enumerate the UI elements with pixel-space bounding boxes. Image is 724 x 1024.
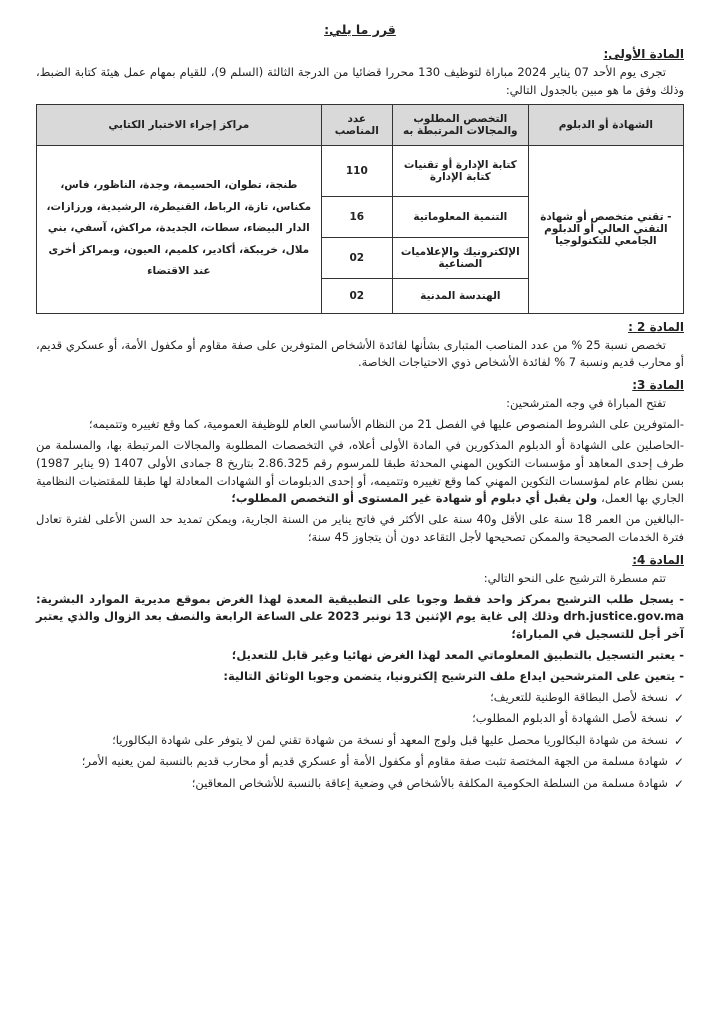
article-4-bullet-final: - يعتبر التسجيل بالتطبيق المعلوماتي المعد لهذا الغرض نهائيا وغير قابل للتعديل؛	[231, 648, 684, 662]
table-row	[37, 145, 684, 196]
document-item-text: نسخة من شهادة البكالوريا محصل عليها قبل ولوج المعهد أو نسخة من شهادة تقني لمن لا يتوفر على شهادة البكالوريا؛	[112, 732, 668, 747]
list-item	[36, 753, 684, 772]
list-item	[36, 710, 684, 729]
required-documents-list	[36, 689, 684, 794]
diploma-cell: - تقني متخصص أو شهادة التقني العالي أو الدبلوم الجامعي للتكنولوجيا	[528, 145, 683, 313]
table-header-count: عدد المناصب	[321, 104, 392, 145]
list-item	[36, 732, 684, 751]
document-heading: قرر ما يلي:	[324, 22, 396, 37]
article-3-condition-3: -البالغين من العمر 18 سنة على الأقل و40 سنة على الأكثر في فاتح يناير من السنة الجارية، ويمكن تمديد حد السن الأعلى لفترة تعادل فترة الخدمات الصحيحة والممكن تصحيحها لأجل التقاعد دون أن يتجاوز 45 سنة؛	[36, 512, 684, 544]
checkmark-icon: ✓	[673, 777, 684, 791]
specialty-cell: التنمية المعلوماتية	[392, 196, 528, 237]
checkmark-icon: ✓	[673, 733, 684, 748]
article-3-title: المادة 3:	[632, 378, 684, 393]
article-4-bullet-documents: - يتعين على المترشحين ايداع ملف الترشيح إلكترونيا، يتضمن وجوبا الوثائق التالية:	[223, 668, 684, 683]
list-item	[36, 689, 684, 708]
count-cell: 02	[321, 237, 392, 278]
count-cell: 16	[321, 196, 392, 237]
article-3-condition-2	[36, 437, 684, 508]
table-header-diploma: الشهادة أو الدبلوم	[528, 104, 683, 145]
count-cell: 110	[321, 145, 392, 196]
document-item-text: نسخة لأصل الشهادة أو الدبلوم المطلوب؛	[472, 711, 668, 726]
article-1-title: المادة الأولى:	[603, 47, 684, 61]
positions-table	[36, 104, 684, 314]
specialty-cell: كتابة الإدارة أو تقنيات كتابة الإدارة	[392, 145, 528, 196]
article-2-text: تخصص نسبة 25 % من عدد المناصب المتبارى بشأنها لفائدة الأشخاص المتوفرين على صفة مقاوم أو مكفول الأمة، أو عسكري قديم، أو محارب قديم ونسبة 7 % لفائدة الأشخاص ذوي الاحتياجات الخاصة.	[36, 337, 684, 370]
document-item-text: شهادة مسلمة من السلطة الحكومية المكلفة بالأشخاص في وضعية إعاقة بالنسبة للأشخاص المعاقين؛	[191, 776, 668, 790]
article-3-intro: تفتح المباراة في وجه المترشحين:	[506, 396, 666, 411]
article-4-title: المادة 4:	[632, 552, 684, 567]
exam-centers-cell: طنجة، تطوان، الحسيمة، وجدة، الناظور، فاس، مكناس، تازة، الرباط، القنيطرة، الرشيدية، ورزازات، الدار البيضاء، سطات، الجديدة، مراكش، آسفي، بني ملال، خريبكة، أكادير، كلميم، العيون، وبمراكز أخرى عند الاقتضاء	[37, 145, 322, 313]
list-item	[36, 775, 684, 794]
document-item-text: نسخة لأصل البطاقة الوطنية للتعريف؛	[490, 689, 668, 704]
article-4-bullet-registration: - يسجل طلب الترشيح بمركز واحد فقط وجوبا على التطبيقية المعدة لهذا الغرض بموقع مديرية الموارد البشرية: drh.justice.gov.ma وذلك إلى غاية يوم الإثنين 13 نونبر 2023 على الساعة الرابعة والنصف بعد الزوال والذي يعتبر آخر أجل للتسجيل في المباراة؛	[36, 591, 684, 642]
table-header-row	[37, 104, 684, 145]
specialty-cell: الهندسة المدنية	[392, 278, 528, 313]
table-header-specialty: التخصص المطلوب والمجالات المرتبطة به	[392, 104, 528, 145]
article-4-intro: تتم مسطرة الترشيح على النحو التالي:	[483, 570, 666, 585]
article-2-title: المادة 2 :	[628, 319, 684, 334]
checkmark-icon: ✓	[673, 755, 684, 770]
article-3-condition-1: -المتوفرين على الشروط المنصوص عليها في الفصل 21 من النظام الأساسي العام للوظيفة العمومية، كما وقع تغييره وتتميمه؛	[88, 417, 684, 432]
table-header-centers: مراكز إجراء الاختبار الكتابي	[37, 104, 322, 145]
document-item-text: شهادة مسلمة من الجهة المختصة تثبت صفة مقاوم أو مكفول الأمة أو عسكري قديم أو محارب قديم بالنسبة لمن يعنيه الأمر؛	[81, 754, 668, 769]
checkmark-icon: ✓	[673, 690, 684, 705]
specialty-cell: الإلكترونيك والإعلاميات الصناعية	[392, 237, 528, 278]
condition-2-text: -الحاصلين على الشهادة أو الدبلوم المذكورين في المادة الأولى أعلاه، في التخصصات المطلوبة والمجالات المرتبطة بها، والمسلمة من طرف إحدى المعاهد أو مؤسسات التكوين المهني المحدثة طبقا للمرسوم رقم 2.86.325 بتاريخ 8 جمادى الأولى 1407 (9 يناير 1987) بسن نظام عام لمؤسسات التكوين المهني كما وقع تغييره وتتميمه، أو إحدى الدبلومات أو الشهادات المعادلة لها طبقا للمقتضيات النظامية الجاري بها العمل،	[36, 437, 684, 506]
condition-2-emphasis: ولن يقبل أي دبلوم أو شهادة غير المستوى أو التخصص المطلوب؛	[231, 491, 602, 506]
count-cell: 02	[321, 278, 392, 313]
checkmark-icon: ✓	[673, 712, 684, 727]
article-1-text: تجرى يوم الأحد 07 يناير 2024 مباراة لتوظيف 130 محررا قضائيا من الدرجة الثالثة (السلم 9)، للقيام بمهام عمل هيئة كتابة الضبط، وذلك وفق ما هو مبين بالجدول التالي:	[36, 65, 684, 97]
